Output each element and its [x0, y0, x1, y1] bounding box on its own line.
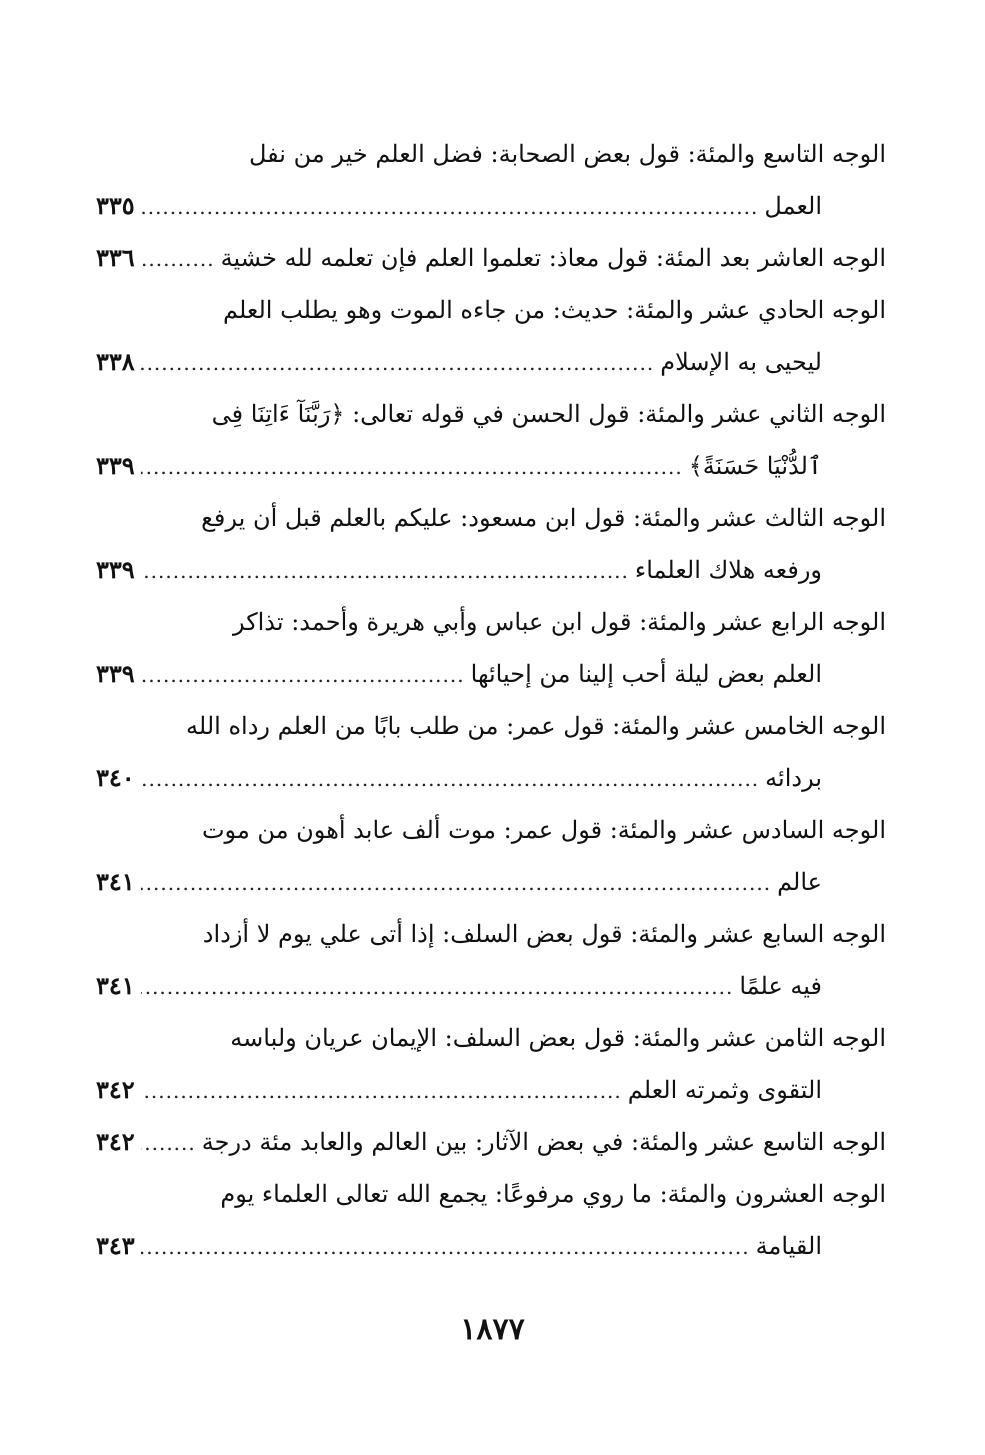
- page-number: ٣٣٩: [96, 555, 135, 584]
- page-number: ٣٤٠: [96, 763, 135, 792]
- toc-entry-leader-line: [96, 544, 886, 596]
- toc-entry: [96, 1116, 886, 1168]
- dot-leader: [141, 857, 771, 908]
- toc-entry-text: الوجه التاسع والمئة: قول بعض الصحابة: فضل العلم خير من نفل: [248, 140, 886, 168]
- page-number: ٣٤٣: [96, 1231, 135, 1260]
- toc-entry-text: فيه علمًا: [739, 972, 822, 1000]
- toc-entry-text: الوجه العاشر بعد المئة: قول معاذ: تعلموا العلم فإن تعلمه لله خشية: [220, 244, 886, 272]
- page-number: ٣٣٦: [96, 243, 135, 272]
- dot-leader: [141, 233, 215, 284]
- toc-entry-leader-line: [96, 336, 886, 388]
- toc-entry-text: التقوى وثمرته العلم: [627, 1076, 822, 1104]
- toc-entry-leader-line: [96, 440, 886, 492]
- toc-entry: [96, 492, 886, 596]
- toc-entry-text: الوجه السادس عشر والمئة: قول عمر: موت ألف عابد أهون من موت: [201, 816, 886, 844]
- dot-leader: [141, 753, 760, 804]
- dot-leader: [141, 1065, 622, 1116]
- toc-entry-text: القيامة: [755, 1232, 822, 1260]
- toc-entry-text: ليحيى به الإسلام: [660, 348, 822, 376]
- table-of-contents: [96, 128, 886, 1272]
- toc-entry-text: الوجه السابع عشر والمئة: قول بعض السلف: إذا أتى علي يوم لا أزداد: [202, 920, 886, 948]
- toc-entry-text: الوجه الثامن عشر والمئة: قول بعض السلف: الإيمان عريان ولباسه: [230, 1024, 886, 1052]
- toc-entry-text: العمل: [764, 192, 822, 220]
- toc-entry: [96, 700, 886, 804]
- toc-entry-leader-line: [96, 1064, 886, 1116]
- toc-entry-leader-line: [96, 232, 886, 284]
- toc-entry-leader-line: [96, 1220, 886, 1272]
- toc-entry-leader-line: [96, 856, 886, 908]
- dot-leader: [141, 961, 734, 1012]
- page-number: ٣٤٢: [96, 1075, 135, 1104]
- toc-entry: [96, 1168, 886, 1272]
- toc-entry-text: الوجه الثالث عشر والمئة: قول ابن مسعود: عليكم بالعلم قبل أن يرفع: [201, 504, 886, 532]
- dot-leader: [141, 545, 629, 596]
- page-number: ٣٣٨: [96, 347, 135, 376]
- page-folio-number: ١٨٧٧: [460, 1312, 525, 1347]
- toc-entry-leader-line: [96, 648, 886, 700]
- toc-entry-text: بردائه: [765, 764, 822, 792]
- toc-entry: [96, 232, 886, 284]
- toc-entry: [96, 1012, 886, 1116]
- toc-entry: [96, 128, 886, 232]
- toc-entry: [96, 596, 886, 700]
- dot-leader: [141, 1117, 196, 1168]
- toc-entry-text: الوجه الثاني عشر والمئة: قول الحسن في قوله تعالى: ﴿رَبَّنَآ ءَاتِنَا فِى: [211, 400, 886, 428]
- toc-entry-text: الوجه التاسع عشر والمئة: في بعض الآثار: بين العالم والعابد مئة درجة: [201, 1128, 886, 1156]
- toc-entry-text: ورفعه هلاك العلماء: [634, 556, 822, 584]
- toc-entry: [96, 908, 886, 1012]
- dot-leader: [141, 337, 655, 388]
- toc-entry-leader-line: [96, 752, 886, 804]
- page-number: ٣٣٩: [96, 451, 135, 480]
- page-number: ٣٤١: [96, 867, 135, 896]
- toc-entry-leader-line: [96, 960, 886, 1012]
- page-number: ٣٤٢: [96, 1127, 135, 1156]
- quran-verse-text: ٱلدُّنْيَا حَسَنَةً﴾: [688, 452, 822, 480]
- toc-entry: [96, 804, 886, 908]
- dot-leader: [141, 649, 465, 700]
- toc-entry-text: الوجه العشرون والمئة: ما روي مرفوعًا: يجمع الله تعالى العلماء يوم: [220, 1180, 886, 1208]
- toc-entry: [96, 388, 886, 492]
- page-number: ٣٤١: [96, 971, 135, 1000]
- dot-leader: [141, 1221, 750, 1272]
- page-number: ٣٣٥: [96, 191, 135, 220]
- toc-entry-text: العلم بعض ليلة أحب إلينا من إحيائها: [470, 660, 822, 688]
- toc-entry-leader-line: [96, 180, 886, 232]
- page-number: ٣٣٩: [96, 659, 135, 688]
- toc-entry: [96, 284, 886, 388]
- toc-entry-text: الوجه الرابع عشر والمئة: قول ابن عباس وأبي هريرة وأحمد: تذاكر: [232, 608, 886, 636]
- dot-leader: [141, 441, 683, 492]
- dot-leader: [141, 181, 759, 232]
- toc-entry-text: الوجه الحادي عشر والمئة: حديث: من جاءه الموت وهو يطلب العلم: [223, 296, 886, 324]
- toc-entry-text: الوجه الخامس عشر والمئة: قول عمر: من طلب بابًا من العلم رداه الله: [186, 712, 886, 740]
- toc-entry-text: عالم: [777, 868, 822, 896]
- toc-entry-leader-line: [96, 1116, 886, 1168]
